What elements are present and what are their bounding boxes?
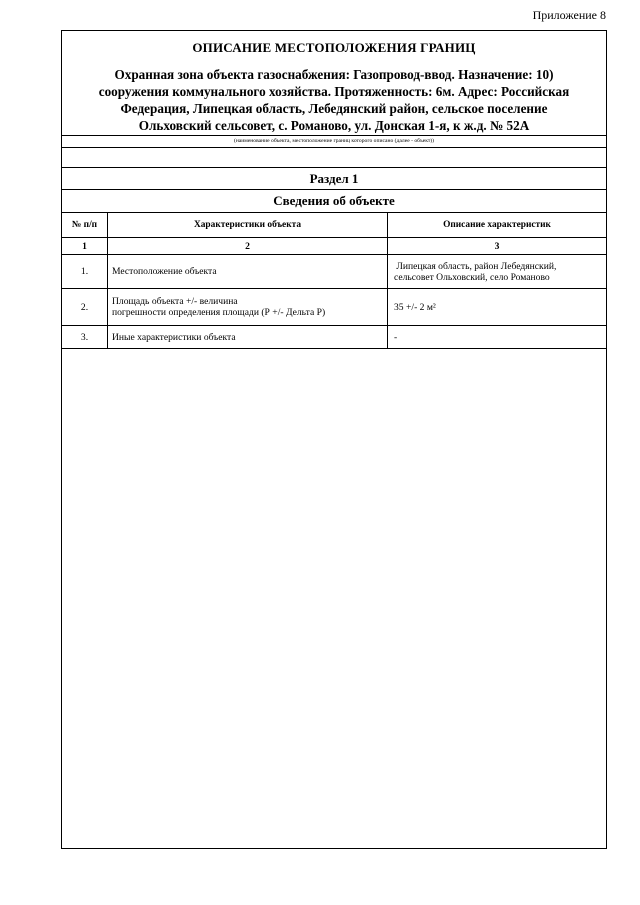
header-characteristic: Характеристики объекта (108, 213, 388, 238)
object-caption: (наименование объекта, местоположение границ которого описано (далее - объект)) (62, 136, 606, 148)
column-number: 1 (62, 238, 108, 255)
table-row (62, 289, 606, 326)
row-characteristic-line: погрешности определения площади (Р +/- Дельта Р) (112, 307, 326, 318)
row-description (388, 326, 607, 349)
table-column-numbers-row (62, 238, 606, 255)
row-number: 3. (62, 326, 108, 349)
row-description (388, 255, 607, 289)
object-description (62, 56, 606, 134)
appendix-label: Приложение 8 (532, 8, 606, 22)
object-description-line: Ольховский сельсовет, с. Романово, ул. Донская 1-я, к ж.д. № 52А (138, 118, 530, 133)
object-description-line: Охранная зона объекта газоснабжения: Газопровод-ввод. Назначение: 10) (114, 67, 554, 82)
row-characteristic (108, 289, 388, 326)
row-description-line: - (394, 331, 398, 343)
row-characteristic-line: Иные характеристики объекта (112, 331, 236, 343)
table-row (62, 326, 606, 349)
table-header-row (62, 213, 606, 238)
row-characteristic-line: Местоположение объекта (112, 266, 217, 277)
object-description-line: сооружения коммунального хозяйства. Протяженность: 6м. Адрес: Российская (98, 84, 570, 99)
column-number: 3 (388, 238, 607, 255)
document-title: ОПИСАНИЕ МЕСТОПОЛОЖЕНИЯ ГРАНИЦ (192, 40, 476, 55)
row-description-line: 35 +/- 2 м² (394, 301, 436, 313)
row-description-line: Липецкая область, район Лебедянский, (394, 260, 557, 272)
row-characteristic (108, 255, 388, 289)
object-description-line: Федерация, Липецкая область, Лебедянский район, сельское поселение (120, 101, 548, 116)
section-subtitle: Сведения об объекте (62, 190, 606, 213)
object-info-table (62, 213, 606, 349)
section-spacer (62, 148, 606, 168)
document-frame (61, 30, 607, 849)
row-characteristic-line: Площадь объекта +/- величина (112, 296, 238, 307)
row-description (388, 289, 607, 326)
table-row (62, 255, 606, 289)
row-number: 1. (62, 255, 108, 289)
header-description: Описание характеристик (388, 213, 607, 238)
column-number: 2 (108, 238, 388, 255)
header-number: № п/п (62, 213, 108, 238)
section-title: Раздел 1 (62, 168, 606, 190)
row-description-line: сельсовет Ольховский, село Романово (394, 271, 550, 283)
row-characteristic (108, 326, 388, 349)
row-number: 2. (62, 289, 108, 326)
